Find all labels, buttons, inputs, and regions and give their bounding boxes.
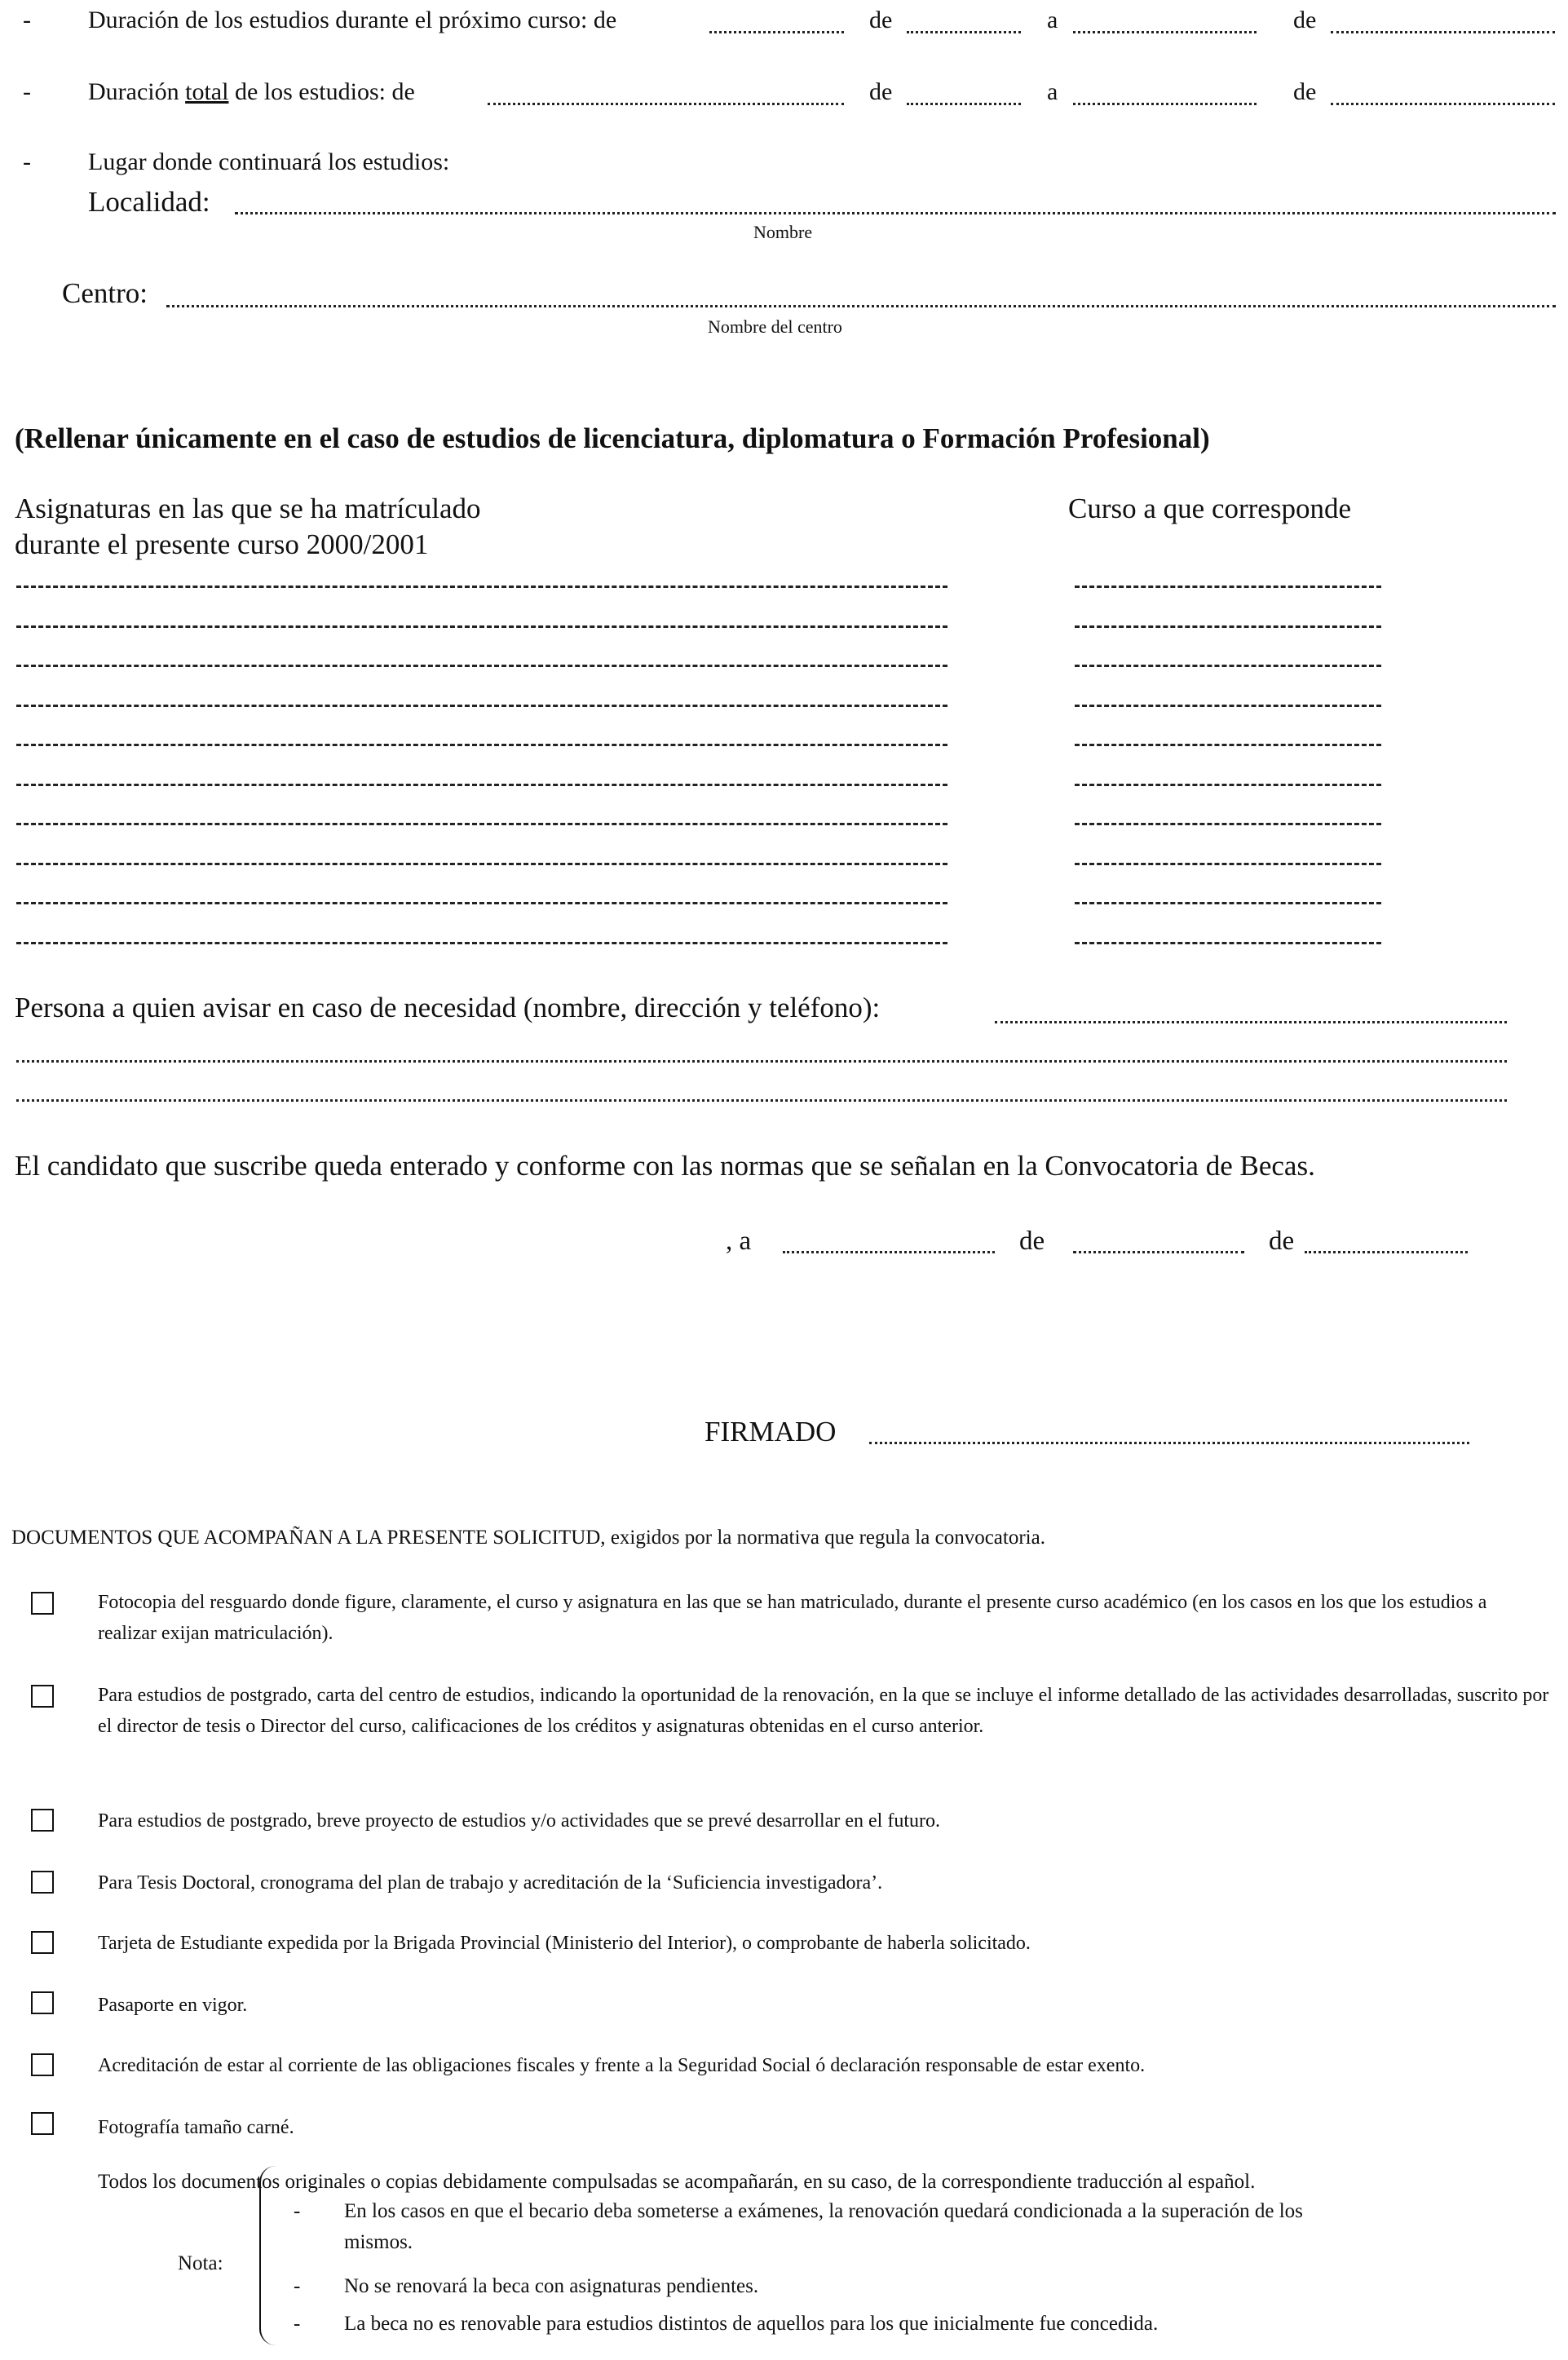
course-line[interactable] (1075, 744, 1381, 746)
de-label: de (1293, 78, 1317, 105)
subjects-column-header-line2: durante el presente curso 2000/2001 (15, 528, 429, 560)
date-year-field[interactable] (1305, 1249, 1468, 1253)
course-line[interactable] (1075, 902, 1381, 904)
contact-field-line2[interactable] (16, 1058, 1507, 1063)
course-line[interactable] (1075, 823, 1381, 825)
document-item-text: Para estudios de postgrado, carta del centro de estudios, indicando la oportunidad de la renovación, en la que se incluye el informe detallado de las actividades desarrolladas, suscrito por el director de tesis o Director del curso, calificaciones de los créditos y asignaturas obtenidas en el curso anterior. (98, 1685, 1549, 1737)
subject-line[interactable] (16, 705, 947, 707)
document-item-text: Tarjeta de Estudiante expedida por la Brigada Provincial (Ministerio del Interior), o comprobante de haberla solicitado. (98, 1933, 1031, 1954)
subject-line[interactable] (16, 744, 947, 746)
label-underlined: total (185, 78, 229, 105)
section-heading: (Rellenar únicamente en el caso de estudios de licenciatura, diplomatura o Formación Profesional) (15, 422, 1210, 454)
subject-line[interactable] (16, 942, 947, 944)
centro-caption: Nombre del centro (708, 316, 842, 337)
signature-field[interactable] (869, 1440, 1469, 1444)
document-checkbox[interactable] (31, 1685, 54, 1708)
document-item-text: Fotografía tamaño carné. (98, 2117, 294, 2138)
nota-dash: - (294, 2275, 301, 2297)
centro-label: Centro: (62, 277, 148, 309)
total-from-year-field[interactable] (907, 101, 1021, 105)
document-item-text: Acreditación de estar al corriente de las obligaciones fiscales y frente a la Seguridad Social ó declaración responsable de estar exento. (98, 2055, 1146, 2076)
total-from-day-field[interactable] (488, 101, 844, 105)
signed-label: FIRMADO (704, 1416, 837, 1447)
next-course-from-year-field[interactable] (907, 29, 1021, 33)
contact-label: Persona a quien avisar en caso de necesidad (nombre, dirección y teléfono): (15, 992, 881, 1023)
localidad-caption: Nombre (753, 222, 813, 242)
next-course-to-year-field[interactable] (1331, 29, 1555, 33)
next-course-duration-label: Duración de los estudios durante el próximo curso: de (88, 7, 617, 33)
date-month-field[interactable] (1073, 1249, 1244, 1253)
study-place-label: Lugar donde continuará los estudios: (88, 148, 450, 175)
document-checkbox[interactable] (31, 2112, 54, 2135)
course-line[interactable] (1075, 625, 1381, 628)
subject-line[interactable] (16, 902, 947, 904)
de-label: de (1269, 1226, 1295, 1256)
de-label: de (1019, 1226, 1045, 1256)
subject-line[interactable] (16, 784, 947, 786)
course-line[interactable] (1075, 665, 1381, 667)
total-duration-label (88, 78, 415, 106)
next-course-from-day-field[interactable] (709, 29, 844, 33)
subject-line[interactable] (16, 586, 947, 588)
bullet: - (23, 148, 31, 175)
nota-item-line: No se renovará la beca con asignaturas pendientes. (344, 2275, 759, 2297)
course-line[interactable] (1075, 863, 1381, 865)
course-column-header: Curso a que corresponde (1068, 493, 1351, 524)
de-label: de (869, 78, 893, 105)
localidad-label: Localidad: (88, 186, 210, 218)
date-day-field[interactable] (783, 1249, 995, 1253)
nota-dash: - (294, 2313, 301, 2335)
course-line[interactable] (1075, 942, 1381, 944)
bullet: - (23, 7, 31, 33)
nota-label: Nota: (178, 2252, 223, 2274)
document-item-text: Para estudios de postgrado, breve proyecto de estudios y/o actividades que se prevé desarrollar en el futuro. (98, 1810, 940, 1832)
a-label: a (1047, 7, 1058, 33)
subject-line[interactable] (16, 625, 947, 628)
total-to-year-field[interactable] (1331, 101, 1555, 105)
nota-item-line: La beca no es renovable para estudios distintos de aquellos para los que inicialmente fue concedida. (344, 2313, 1159, 2335)
declaration-text: El candidato que suscribe queda enterado y conforme con las normas que se señalan en la Convocatoria de Becas. (15, 1150, 1315, 1182)
brace-icon (259, 2166, 279, 2345)
subject-line[interactable] (16, 863, 947, 865)
a-label: a (1047, 78, 1058, 105)
nota-item-line: En los casos en que el becario deba someterse a exámenes, la renovación quedará condicionada a la superación de los (344, 2200, 1303, 2222)
document-checkbox[interactable] (31, 2053, 54, 2076)
de-label: de (1293, 7, 1317, 33)
contact-field-line1[interactable] (995, 1019, 1507, 1023)
de-label: de (869, 7, 893, 33)
course-line[interactable] (1075, 705, 1381, 707)
document-checkbox[interactable] (31, 1931, 54, 1954)
total-to-day-field[interactable] (1073, 101, 1257, 105)
documents-heading-caps: DOCUMENTOS QUE ACOMPAÑAN A LA PRESENTE SOLICITUD, (11, 1527, 606, 1549)
document-checkbox[interactable] (31, 1809, 54, 1832)
course-line[interactable] (1075, 586, 1381, 588)
document-item-text: Pasaporte en vigor. (98, 1995, 248, 2016)
subjects-column-header-line1: Asignaturas en las que se ha matrículado (15, 493, 481, 524)
centro-field[interactable] (166, 303, 1556, 307)
course-line[interactable] (1075, 784, 1381, 786)
document-checkbox[interactable] (31, 1871, 54, 1894)
nota-dash: - (294, 2200, 301, 2222)
nota-item-line: mismos. (344, 2231, 413, 2253)
comma-a-label: , a (726, 1226, 752, 1256)
subject-line[interactable] (16, 665, 947, 667)
document-checkbox[interactable] (31, 1991, 54, 2014)
next-course-to-day-field[interactable] (1073, 29, 1257, 33)
document-item-text: Para Tesis Doctoral, cronograma del plan de trabajo y acreditación de la ‘Suficiencia investigadora’. (98, 1872, 883, 1894)
originals-note: Todos los documentos originales o copias debidamente compulsadas se acompañarán, en su caso, de la correspondiente traducción al español. (98, 2171, 1256, 2193)
bullet: - (23, 78, 31, 105)
documents-heading (11, 1527, 1045, 1549)
label-pre: Duración (88, 78, 186, 105)
subject-line[interactable] (16, 823, 947, 825)
document-item-text: Fotocopia del resguardo donde figure, claramente, el curso y asignatura en las que se han matriculado, durante el presente curso académico (en los casos en los que los estudios a realizar exijan matriculación). (98, 1592, 1487, 1644)
label-post: de los estudios: de (228, 78, 415, 105)
documents-heading-rest: exigidos por la normativa que regula la convocatoria. (605, 1527, 1045, 1549)
document-checkbox[interactable] (31, 1592, 54, 1615)
localidad-field[interactable] (235, 210, 1556, 214)
contact-field-line3[interactable] (16, 1098, 1507, 1102)
